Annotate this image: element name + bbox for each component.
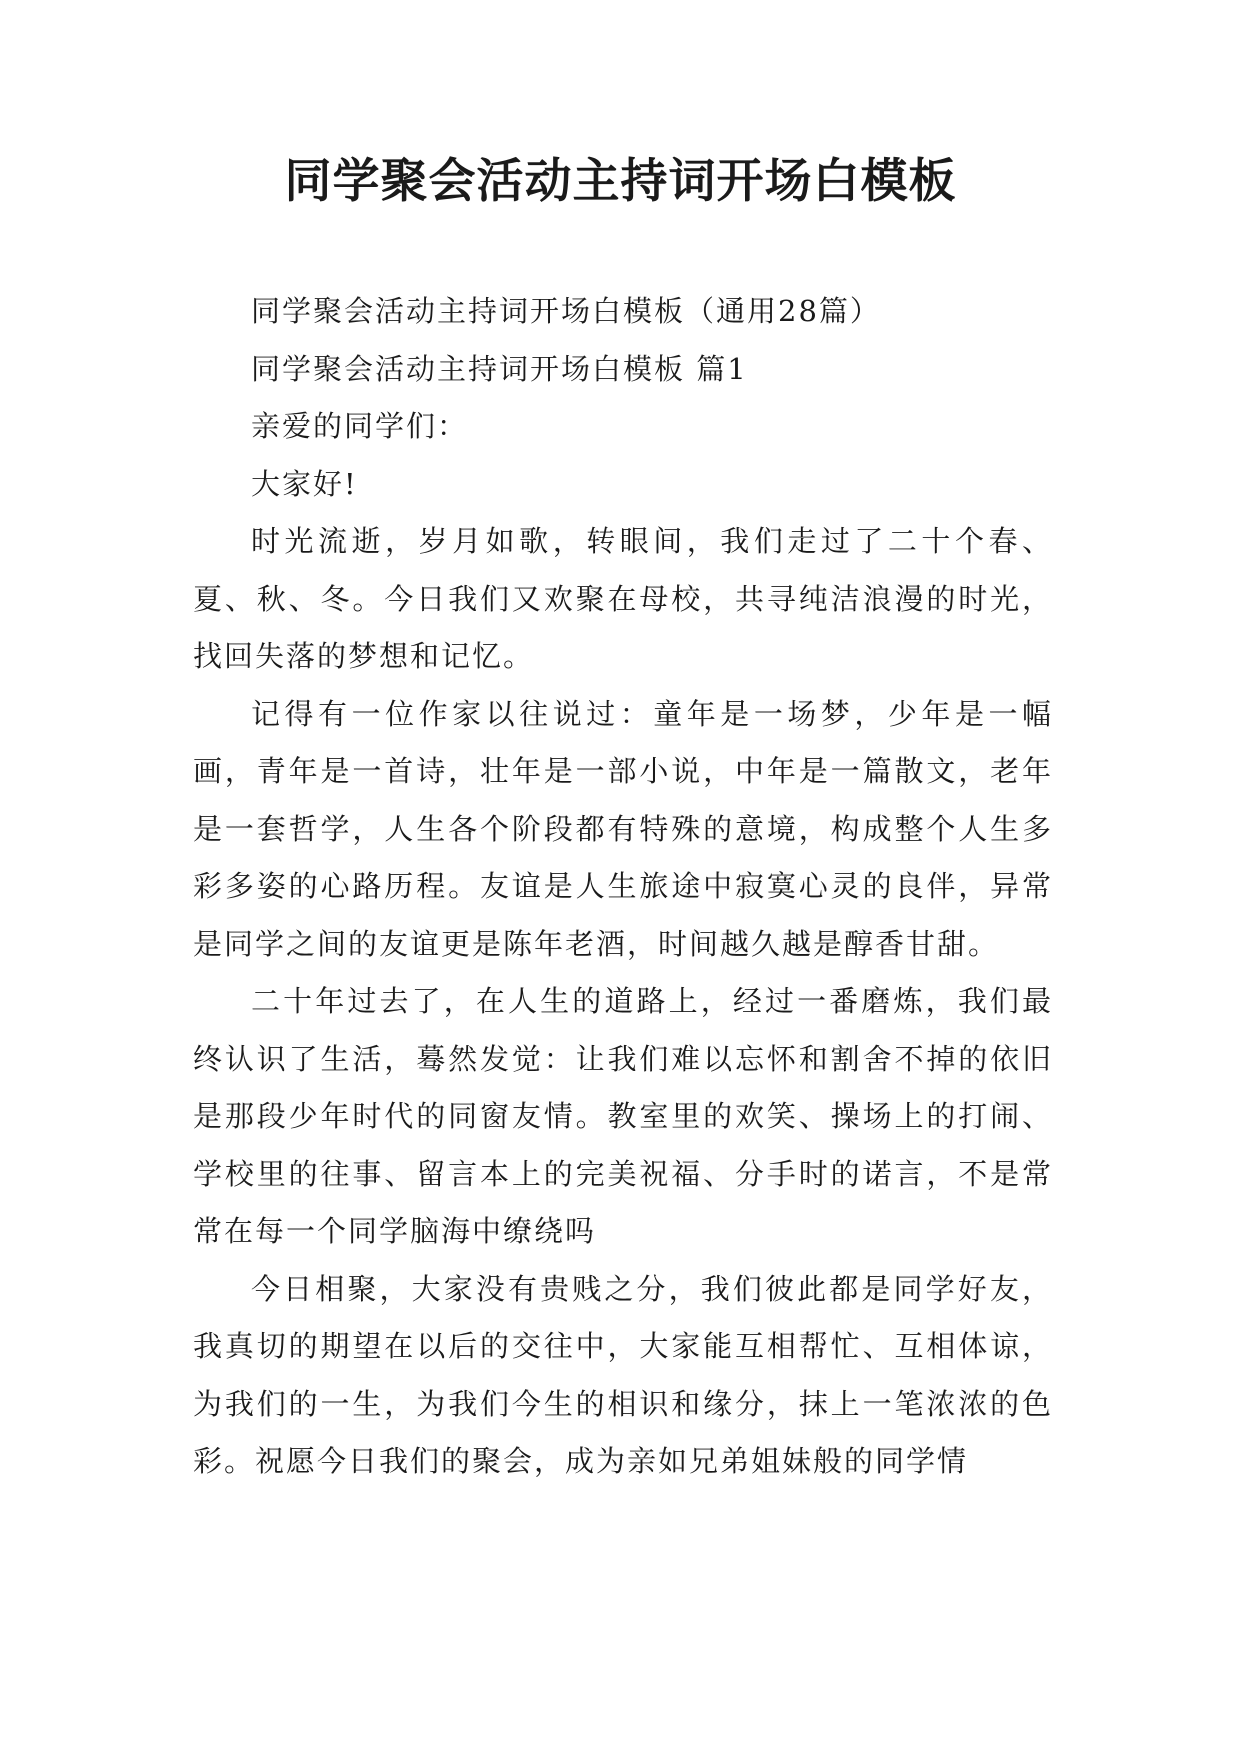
document-body	[193, 283, 1053, 1491]
paragraph-subtitle: 同学聚会活动主持词开场白模板（通用28篇）	[251, 294, 881, 328]
paragraph-greeting: 大家好!	[251, 466, 358, 501]
paragraph-body: 记得有一位作家以往说过：童年是一场梦，少年是一幅画，青年是一首诗，壮年是一部小说，中年是一篇散文，老年是一套哲学，人生各个阶段都有特殊的意境，构成整个人生多彩多姿的心路历程。友谊是人生旅途中寂寞心灵的良伴，异常是同学之间的友谊更是陈年老酒，时间越久越是醇香甘甜。	[193, 696, 1053, 961]
document-title: 同学聚会活动主持词开场白模板	[284, 154, 957, 209]
paragraph-body: 二十年过去了，在人生的道路上，经过一番磨炼，我们最终认识了生活，蓦然发觉：让我们难以忘怀和割舍不掉的依旧是那段少年时代的同窗友情。教室里的欢笑、操场上的打闹、学校里的往事、留言本上的完美祝福、分手时的诺言，不是常常在每一个同学脑海中缭绕吗	[193, 984, 1053, 1248]
paragraph-section-heading: 同学聚会活动主持词开场白模板 篇1	[251, 351, 748, 386]
paragraph-salutation: 亲爱的同学们：	[251, 409, 469, 443]
paragraph-body: 今日相聚，大家没有贵贱之分，我们彼此都是同学好友，我真切的期望在以后的交往中，大家能互相帮忙、互相体谅，为我们的一生，为我们今生的相识和缘分，抹上一笔浓浓的色彩。祝愿今日我们的聚会，成为亲如兄弟姐妹般的同学情	[193, 1271, 1053, 1478]
paragraph-body: 时光流逝，岁月如歌，转眼间，我们走过了二十个春、夏、秋、冬。今日我们又欢聚在母校，共寻纯洁浪漫的时光，找回失落的梦想和记忆。	[193, 524, 1053, 673]
